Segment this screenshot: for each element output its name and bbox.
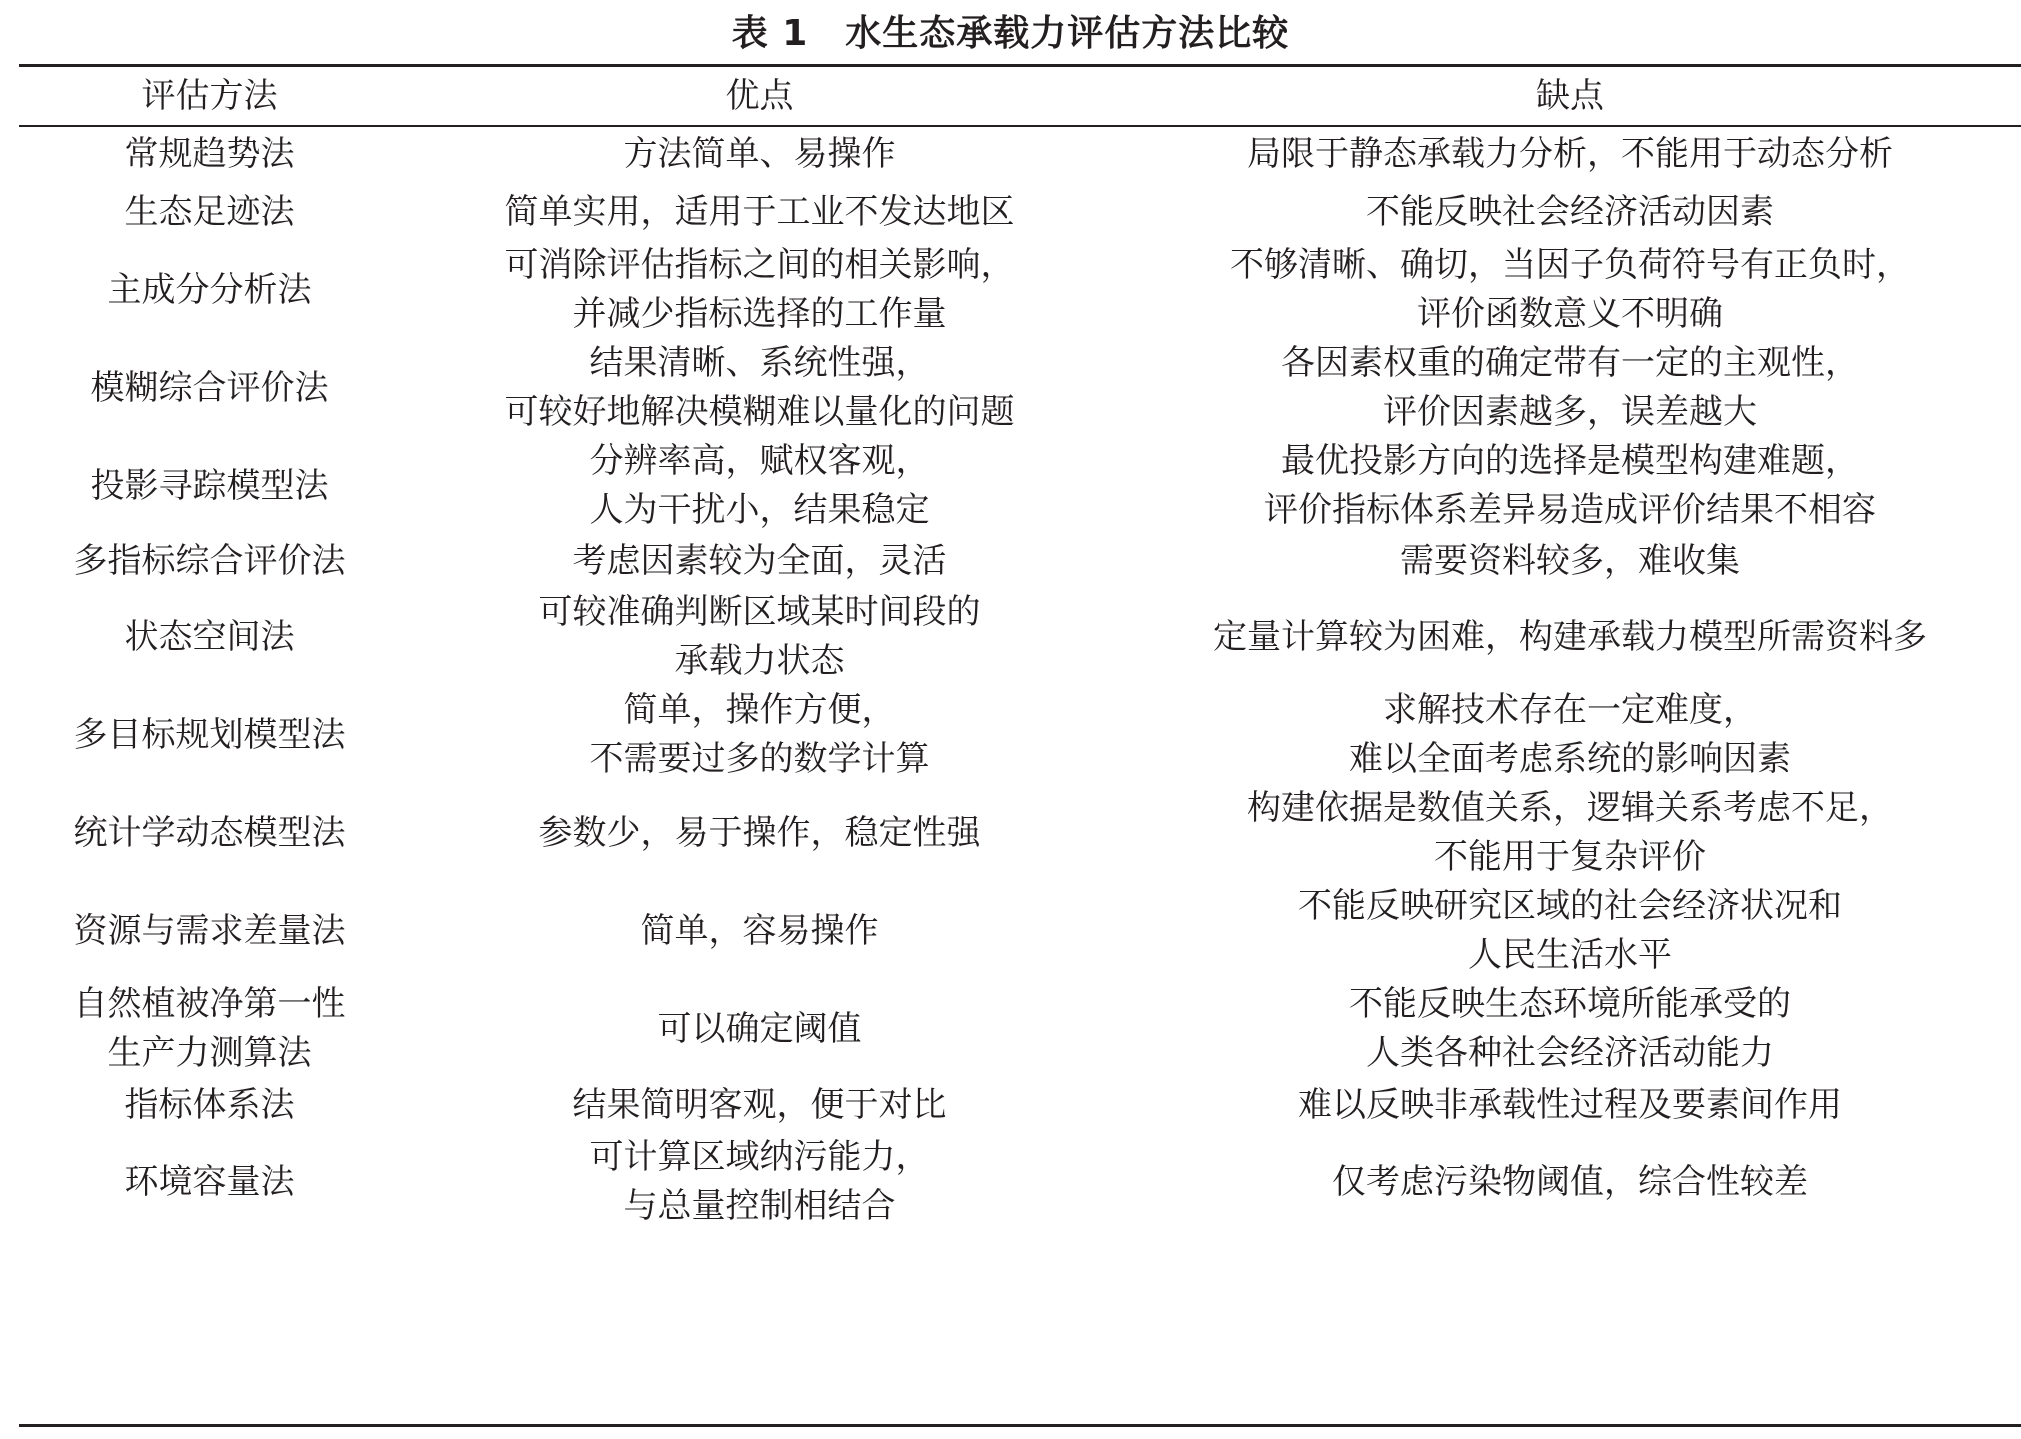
cell-line: 评价因素越多，误差越大 (1383, 392, 1757, 432)
cell-line: 与总量控制相结合 (623, 1186, 896, 1226)
cell-line: 难以全面考虑系统的影响因素 (1349, 739, 1791, 779)
cell-line: 不能用于复杂评价 (1434, 837, 1706, 877)
method-cell (19, 882, 400, 980)
cons-cell (1119, 980, 2021, 1078)
cons-cell (1119, 1078, 2021, 1133)
cell-line: 可以确定阈值 (657, 1008, 862, 1049)
cell-line: 状态空间法 (124, 616, 295, 657)
table-row (19, 184, 2021, 241)
pros-cell (400, 437, 1119, 535)
pros-cell (400, 1078, 1119, 1133)
cell-line: 不够清晰、确切，当因子负荷符号有正负时， (1230, 245, 1910, 285)
cons-cell (1119, 588, 2021, 686)
method-cell (19, 241, 400, 339)
cell-line: 资源与需求差量法 (73, 910, 346, 951)
table-row (19, 784, 2021, 882)
cons-cell (1119, 1133, 2021, 1231)
cell-line: 多指标综合评价法 (73, 541, 346, 581)
methods-table (19, 67, 2021, 1231)
pros-cell (400, 241, 1119, 339)
header-method: 评估方法 (141, 75, 278, 116)
cell-line: 定量计算较为困难，构建承载力模型所需资料多 (1213, 616, 1927, 657)
cons-cell (1119, 125, 2021, 184)
cell-line: 仅考虑污染物阈值，综合性较差 (1332, 1161, 1808, 1202)
cell-line: 可消除评估指标之间的相关影响， (504, 245, 1015, 285)
header-row (19, 67, 2021, 125)
method-cell (19, 437, 400, 535)
cell-line: 自然植被净第一性 (73, 984, 346, 1024)
header-cons: 缺点 (1536, 75, 1604, 116)
cons-cell (1119, 784, 2021, 882)
cell-line: 简单，操作方便， (623, 690, 896, 730)
pros-cell (400, 339, 1119, 437)
table-row (19, 1078, 2021, 1133)
cell-line: 并减少指标选择的工作量 (572, 294, 947, 334)
cell-line: 可计算区域纳污能力， (589, 1137, 930, 1177)
cell-line: 考虑因素较为全面，灵活 (572, 541, 947, 581)
cell-line: 构建依据是数值关系，逻辑关系考虑不足， (1247, 788, 1893, 828)
cell-line: 评价函数意义不明确 (1417, 294, 1723, 334)
cell-line: 简单实用，适用于工业不发达地区 (504, 192, 1015, 232)
method-cell (19, 184, 400, 241)
cell-line: 多目标规划模型法 (73, 714, 346, 755)
cell-line: 环境容量法 (124, 1161, 295, 1202)
cell-line: 常规趋势法 (124, 134, 295, 174)
cons-cell (1119, 535, 2021, 588)
table-row (19, 980, 2021, 1078)
method-cell (19, 784, 400, 882)
cell-line: 人类各种社会经济活动能力 (1366, 1033, 1774, 1073)
pros-cell (400, 980, 1119, 1078)
cell-line: 参数少，易于操作，稳定性强 (538, 812, 981, 853)
cell-line: 需要资料较多，难收集 (1400, 541, 1740, 581)
table-body (19, 125, 2021, 1231)
cell-line: 可较好地解决模糊难以量化的问题 (504, 392, 1015, 432)
pros-cell (400, 686, 1119, 784)
cell-line: 结果清晰、系统性强， (589, 343, 930, 383)
method-cell (19, 980, 400, 1078)
pros-cell (400, 125, 1119, 184)
pros-cell (400, 588, 1119, 686)
table-row (19, 882, 2021, 980)
pros-cell (400, 784, 1119, 882)
table-row (19, 241, 2021, 339)
cell-line: 分辨率高，赋权客观， (589, 441, 930, 481)
cell-line: 简单，容易操作 (640, 910, 879, 951)
cell-line: 不能反映社会经济活动因素 (1366, 192, 1774, 232)
cons-cell (1119, 339, 2021, 437)
table-row (19, 437, 2021, 535)
cell-line: 结果简明客观，便于对比 (572, 1085, 947, 1125)
cell-line: 评价指标体系差异易造成评价结果不相容 (1264, 490, 1876, 530)
table-row (19, 535, 2021, 588)
table-row (19, 339, 2021, 437)
cons-cell (1119, 686, 2021, 784)
cell-line: 主成分分析法 (107, 269, 312, 310)
cell-line: 生产力测算法 (107, 1033, 312, 1073)
cell-line: 最优投影方向的选择是模型构建难题， (1281, 441, 1859, 481)
pros-cell (400, 1133, 1119, 1231)
cons-cell (1119, 241, 2021, 339)
cons-cell (1119, 882, 2021, 980)
table-row (19, 588, 2021, 686)
method-cell (19, 535, 400, 588)
table-row (19, 125, 2021, 184)
cell-line: 可较准确判断区域某时间段的 (538, 592, 981, 632)
bottom-rule (19, 1424, 2021, 1427)
cell-line: 统计学动态模型法 (73, 812, 346, 853)
cell-line: 承载力状态 (674, 641, 845, 681)
cell-line: 人民生活水平 (1468, 935, 1672, 975)
cell-line: 难以反映非承载性过程及要素间作用 (1298, 1085, 1842, 1125)
cell-line: 不能反映生态环境所能承受的 (1349, 984, 1791, 1024)
method-cell (19, 1133, 400, 1231)
cell-line: 方法简单、易操作 (623, 134, 896, 174)
method-cell (19, 125, 400, 184)
cons-cell (1119, 437, 2021, 535)
method-cell (19, 686, 400, 784)
cons-cell (1119, 184, 2021, 241)
table-caption: 表 1 水生态承载力评估方法比较 (731, 13, 1290, 54)
cell-line: 投影寻踪模型法 (90, 465, 329, 506)
cell-line: 局限于静态承载力分析，不能用于动态分析 (1247, 134, 1893, 174)
cell-line: 各因素权重的确定带有一定的主观性， (1281, 343, 1859, 383)
method-cell (19, 339, 400, 437)
cell-line: 生态足迹法 (124, 192, 295, 232)
pros-cell (400, 184, 1119, 241)
cell-line: 模糊综合评价法 (90, 367, 329, 408)
cell-line: 人为干扰小，结果稳定 (589, 490, 930, 530)
table-row (19, 1133, 2021, 1231)
cell-line: 求解技术存在一定难度， (1383, 690, 1757, 730)
cell-line: 不需要过多的数学计算 (589, 739, 930, 779)
method-cell (19, 588, 400, 686)
pros-cell (400, 535, 1119, 588)
table-row (19, 686, 2021, 784)
pros-cell (400, 882, 1119, 980)
cell-line: 指标体系法 (124, 1085, 295, 1125)
header-pros: 优点 (725, 75, 794, 116)
method-cell (19, 1078, 400, 1133)
cell-line: 不能反映研究区域的社会经济状况和 (1298, 886, 1842, 926)
